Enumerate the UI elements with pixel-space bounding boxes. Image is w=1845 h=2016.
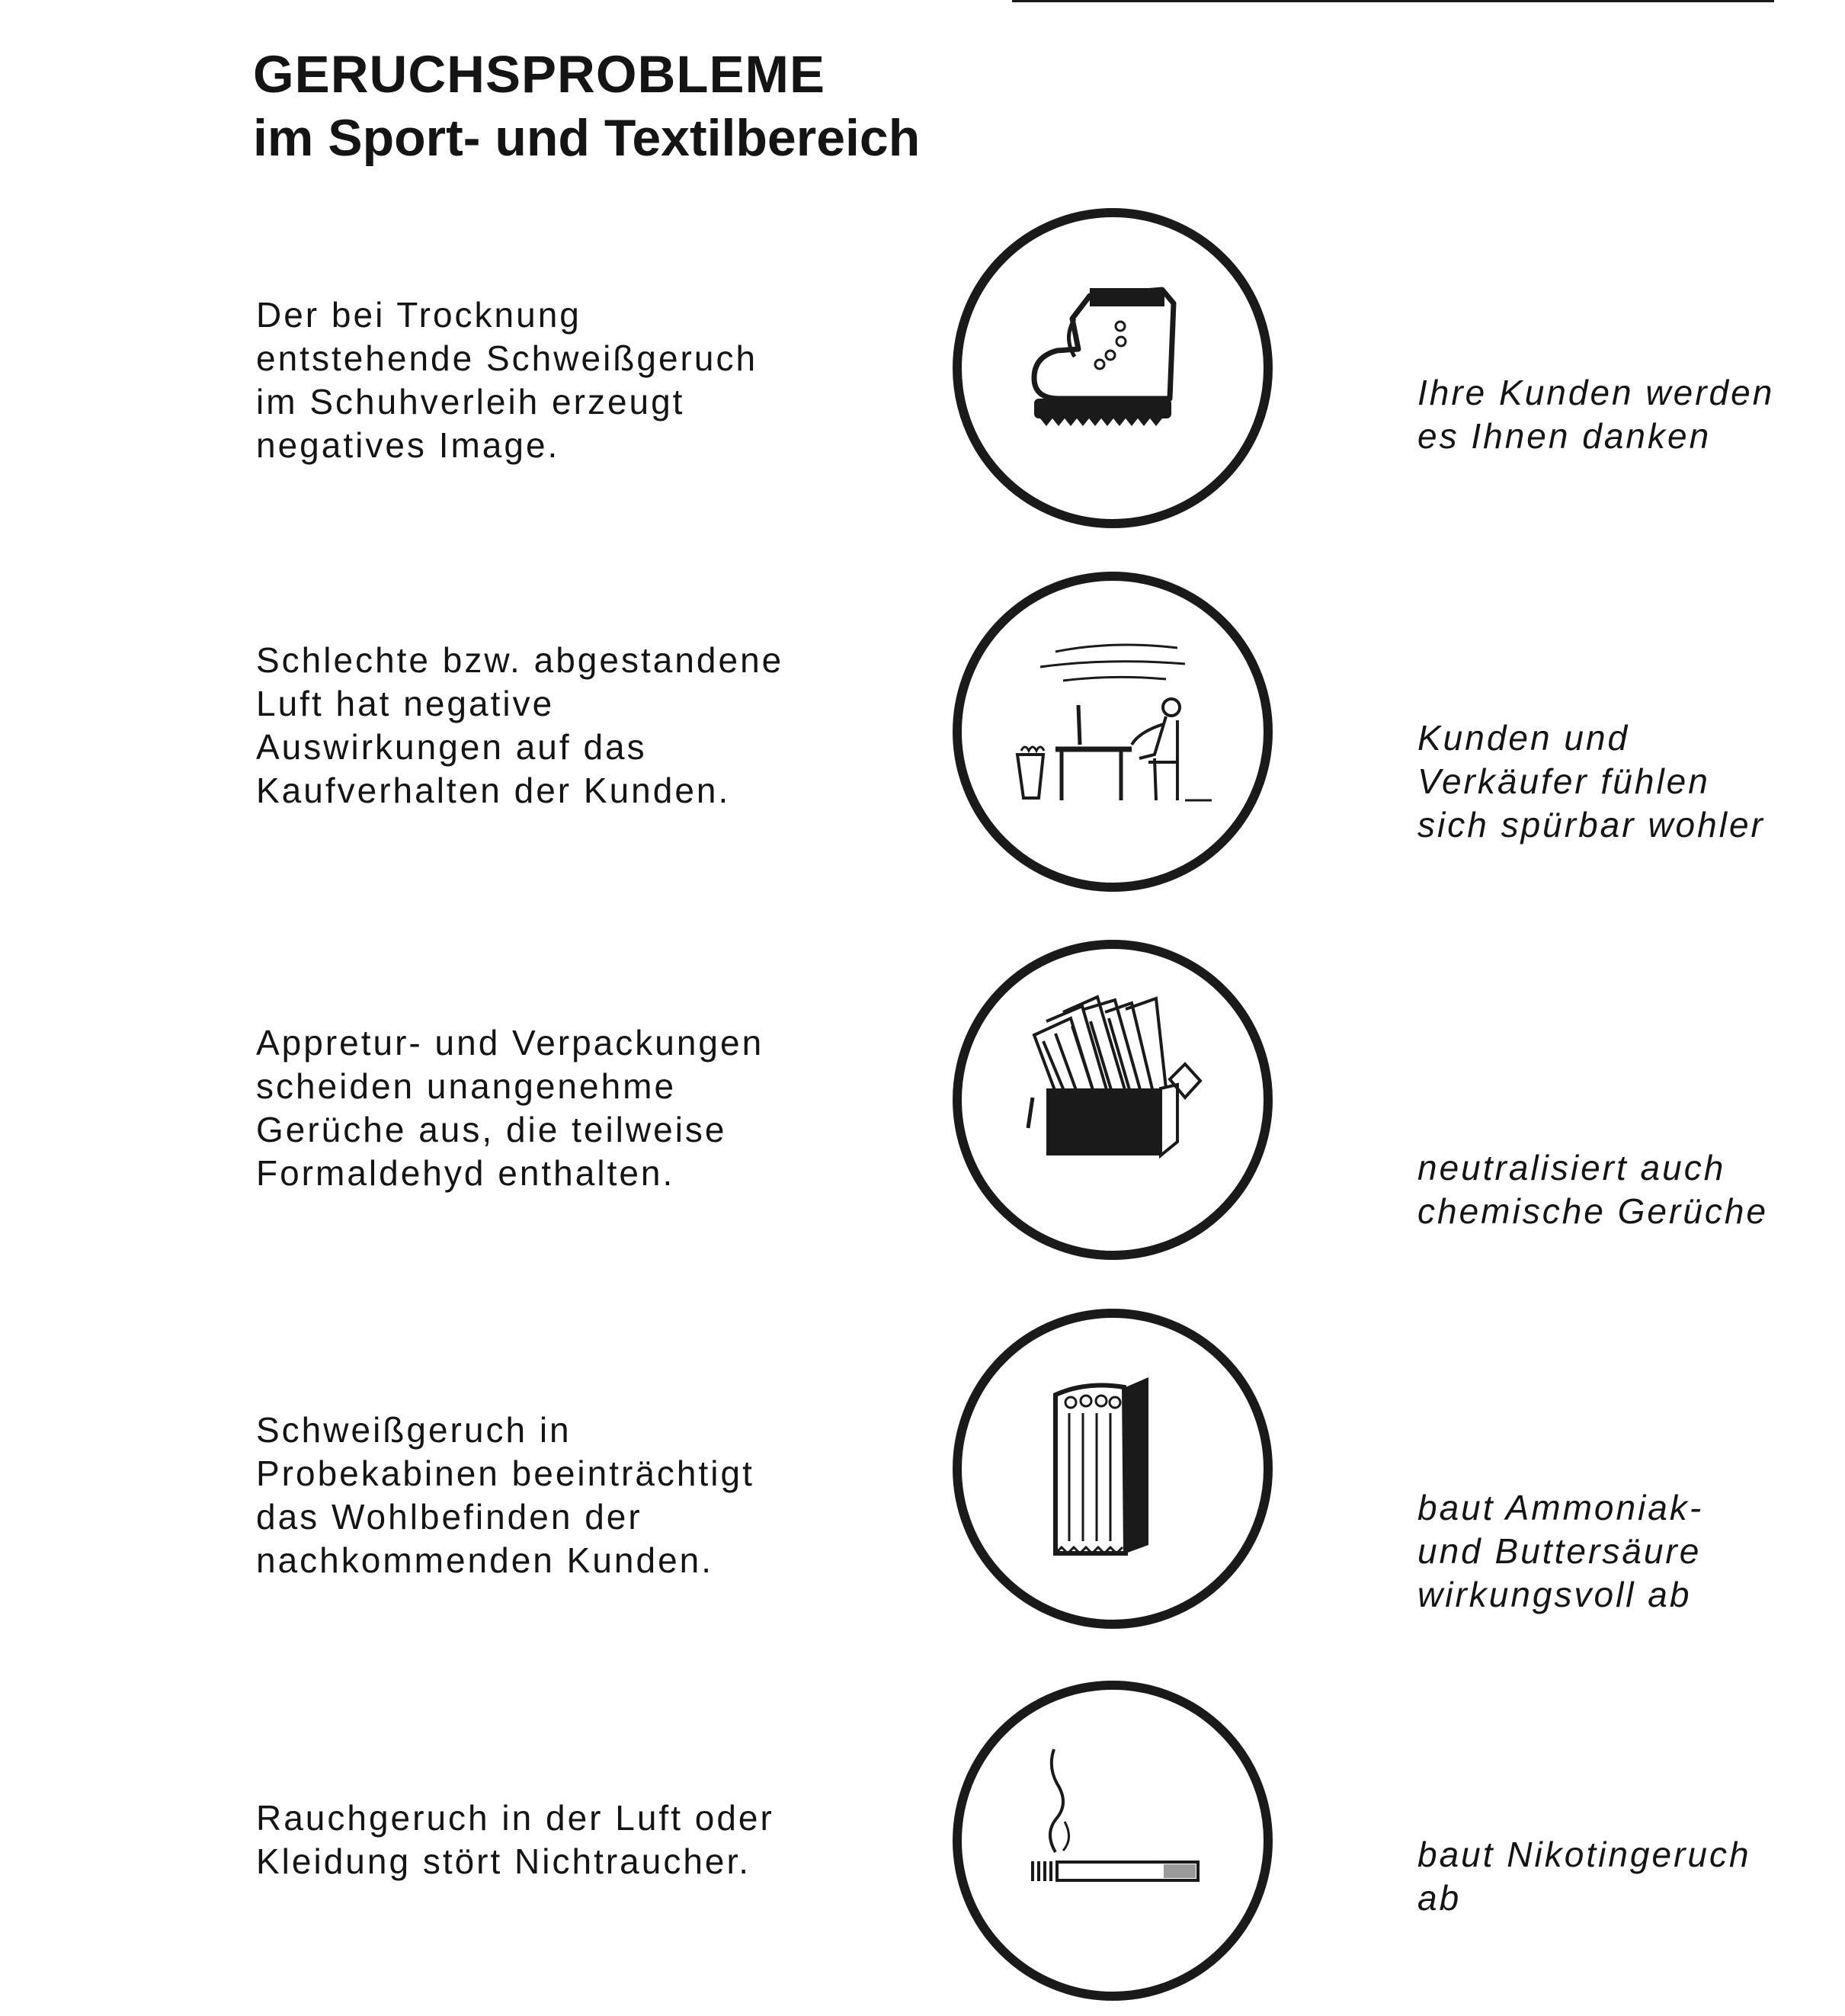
office-air-icon xyxy=(949,568,1276,896)
problem-text-4: Schweißgeruch in Probekabinen beeinträchtigt das Wohlbefinden der nachkommenden Kunden. xyxy=(256,1410,754,1580)
changing-booth-icon xyxy=(949,1305,1276,1633)
problem-text-5: Rauchgeruch in der Luft oder Kleidung stört Nichtraucher. xyxy=(256,1798,774,1881)
top-rule xyxy=(1012,0,1774,2)
benefit-text-2: Kunden und Verkäufer fühlen sich spürbar wohler xyxy=(1417,718,1765,845)
boot-icon xyxy=(949,204,1276,532)
benefit-text-3: neutralisiert auch chemische Gerüche xyxy=(1417,1148,1769,1231)
problem-text-1: Der bei Trocknung entstehende Schweißgeruch im Schuhverleih erzeugt negatives Image. xyxy=(256,295,758,465)
packaging-box-icon xyxy=(949,936,1276,1264)
benefit-text-1: Ihre Kunden werden es Ihnen danken xyxy=(1417,373,1775,456)
benefit-text-4: baut Ammoniak- und Buttersäure wirkungsvoll ab xyxy=(1417,1488,1704,1614)
problem-text-3: Appretur- und Verpackungen scheiden unangenehme Gerüche aus, die teilweise Formaldehyd enthalten. xyxy=(256,1023,764,1193)
benefit-text-5: baut Nikotingeruch ab xyxy=(1417,1835,1751,1918)
problem-text-2: Schlechte bzw. abgestandene Luft hat negative Auswirkungen auf das Kaufverhalten der Kunden. xyxy=(256,640,784,810)
cigarette-icon xyxy=(949,1677,1276,2005)
page-title: GERUCHSPROBLEME xyxy=(253,45,826,104)
page-subtitle: im Sport- und Textilbereich xyxy=(253,109,921,167)
